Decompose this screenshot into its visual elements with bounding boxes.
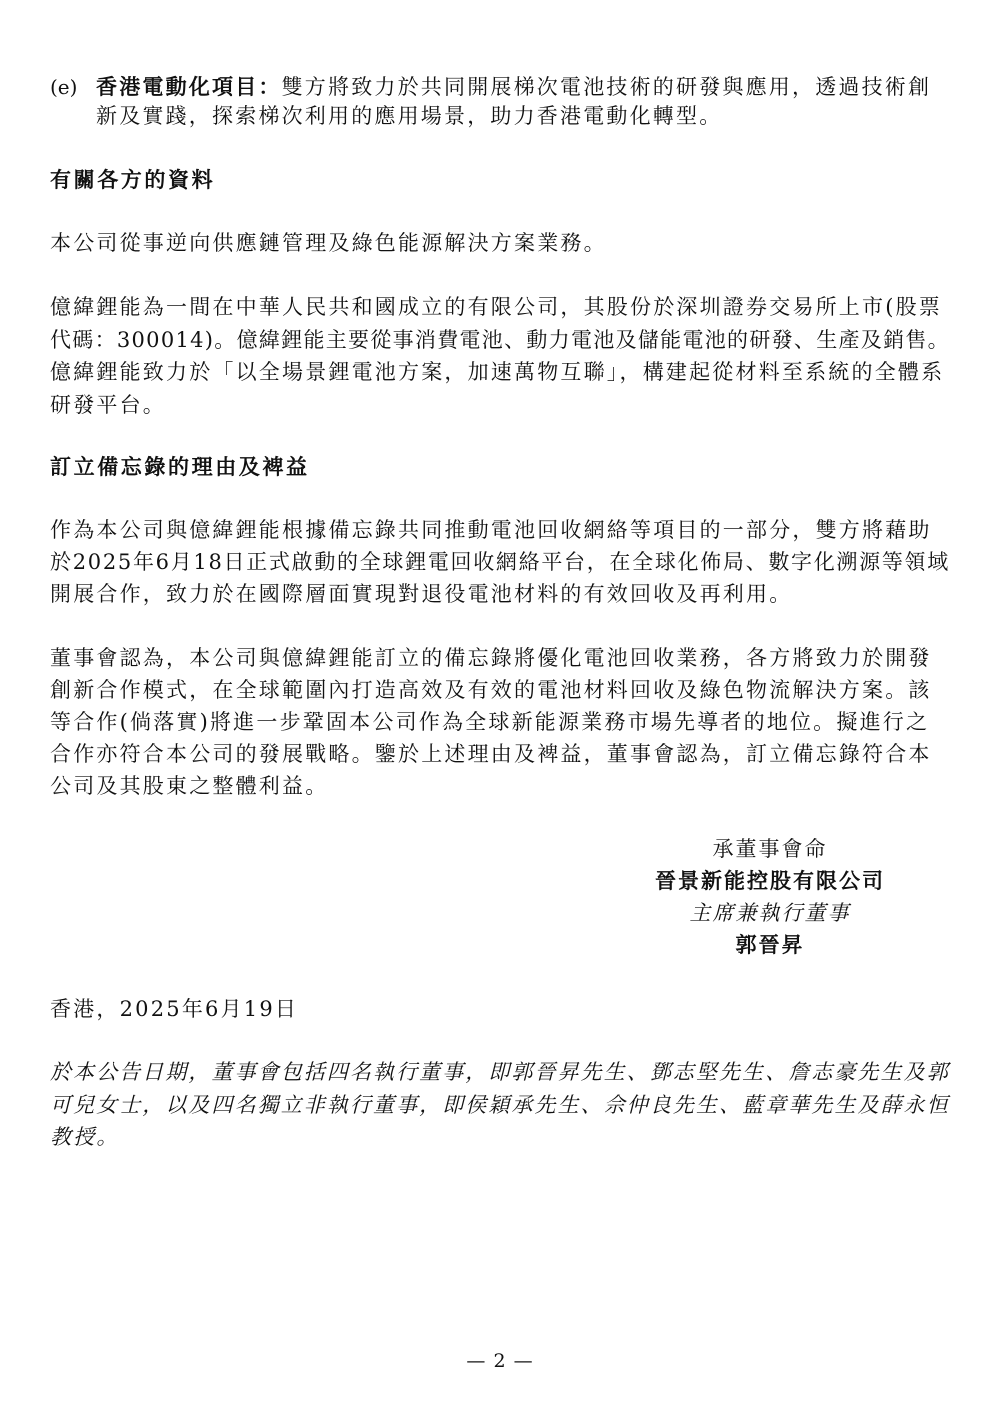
signature-by-order: 承董事會命 bbox=[712, 837, 828, 861]
paragraph-eve-line3: 億緯鋰能致力於「以全場景鋰電池方案，加速萬物互聯」，構建起從材料至系統的全體系 bbox=[50, 360, 945, 384]
paragraph-cooperation-line3: 開展合作，致力於在國際層面實現對退役電池材料的有效回收及再利用。 bbox=[50, 582, 793, 606]
paragraph-board-line2: 創新合作模式，在全球範圍內打造高效及有效的電池材料回收及綠色物流解決方案。該 bbox=[50, 678, 932, 702]
directors-note-line1: 於本公告日期，董事會包括四名執行董事，即郭晉昇先生、鄧志堅先生、詹志豪先生及郭 bbox=[50, 1060, 950, 1084]
signature-name: 郭晉昇 bbox=[735, 932, 805, 957]
list-item-e-title: 香港電動化項目： bbox=[96, 74, 282, 99]
list-item-e-line2: 新及實踐，探索梯次利用的應用場景，助力香港電動化轉型。 bbox=[96, 104, 723, 128]
date-line: 香港，2025年6月19日 bbox=[50, 997, 299, 1021]
paragraph-board-line5: 公司及其股東之整體利益。 bbox=[50, 774, 329, 798]
directors-note-line2: 可兒女士，以及四名獨立非執行董事，即侯穎承先生、佘仲良先生、藍章華先生及薛永恒 bbox=[50, 1093, 950, 1117]
paragraph-board-line4: 合作亦符合本公司的發展戰略。鑒於上述理由及裨益，董事會認為，訂立備忘錄符合本 bbox=[50, 742, 932, 766]
paragraph-cooperation-line1: 作為本公司與億緯鋰能根據備忘錄共同推動電池回收網絡等項目的一部分，雙方將藉助 bbox=[50, 518, 932, 542]
signature-company-name: 晉景新能控股有限公司 bbox=[655, 868, 885, 893]
paragraph-eve-line1: 億緯鋰能為一間在中華人民共和國成立的有限公司，其股份於深圳證券交易所上市(股票 bbox=[50, 295, 942, 319]
page-number: — 2 — bbox=[466, 1350, 534, 1372]
paragraph-eve-line4: 研發平台。 bbox=[50, 393, 166, 417]
section-heading-reasons: 訂立備忘錄的理由及裨益 bbox=[50, 454, 310, 479]
paragraph-eve-line2: 代碼：300014)。億緯鋰能主要從事消費電池、動力電池及儲能電池的研發、生產及銷售。 bbox=[50, 328, 950, 352]
list-item-e-text: 雙方將致力於共同開展梯次電池技術的研發與應用，透過技術創 bbox=[281, 75, 932, 99]
paragraph-cooperation-line2: 於2025年6月18日正式啟動的全球鋰電回收網絡平台，在全球化佈局、數字化溯源等領域 bbox=[50, 550, 950, 574]
paragraph-board-line3: 等合作(倘落實)將進一步鞏固本公司作為全球新能源業務市場先導者的地位。擬進行之 bbox=[50, 710, 930, 734]
list-item-marker: (e) bbox=[50, 75, 78, 99]
section-heading-parties: 有關各方的資料 bbox=[50, 167, 216, 192]
directors-note-line3: 教授。 bbox=[50, 1125, 120, 1149]
paragraph-board-line1: 董事會認為，本公司與億緯鋰能訂立的備忘錄將優化電池回收業務，各方將致力於開發 bbox=[50, 646, 932, 670]
signature-role: 主席兼執行董事 bbox=[689, 901, 851, 925]
paragraph-company-business: 本公司從事逆向供應鏈管理及綠色能源解決方案業務。 bbox=[50, 231, 607, 255]
list-item-e-line1 bbox=[96, 72, 931, 102]
